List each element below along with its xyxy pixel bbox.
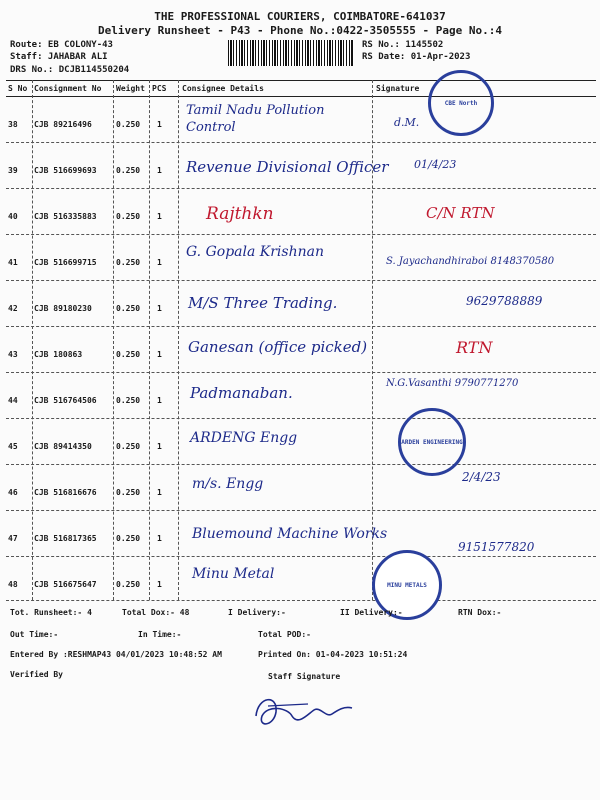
row-sno: 44 xyxy=(8,396,18,405)
printed-on: Printed On: 01-04-2023 10:51:24 xyxy=(258,650,408,659)
table-row xyxy=(6,190,596,236)
row-signature: C/N RTN xyxy=(426,204,495,222)
barcode xyxy=(228,40,354,66)
row-divider xyxy=(6,600,596,601)
row-pcs: 1 xyxy=(157,166,162,175)
row-signature: 9151577820 xyxy=(458,540,535,554)
row-divider xyxy=(6,464,596,465)
row-divider xyxy=(6,556,596,557)
table-row xyxy=(6,420,596,466)
row-signature: d.M. xyxy=(394,116,420,129)
row-divider xyxy=(6,372,596,373)
col-sno: S No xyxy=(8,84,28,93)
row-pcs: 1 xyxy=(157,120,162,129)
row-pcs: 1 xyxy=(157,534,162,543)
row-consignee: M/S Three Trading. xyxy=(188,294,338,312)
row-weight: 0.250 xyxy=(116,166,141,175)
row-consignee: m/s. Engg xyxy=(192,476,264,492)
row-weight: 0.250 xyxy=(116,120,141,129)
cbe-north-stamp: CBE North xyxy=(428,70,494,136)
row-consignment: CJB 516764506 xyxy=(34,396,97,405)
col-pcs: PCS xyxy=(152,84,167,93)
row-consignee: Minu Metal xyxy=(192,566,275,582)
row-divider xyxy=(6,142,596,143)
table-row xyxy=(6,236,596,282)
row-signature: 01/4/23 xyxy=(414,158,457,171)
row-weight: 0.250 xyxy=(116,488,141,497)
arden-stamp: ARDEN ENGINEERING xyxy=(398,408,466,476)
row-consignee: Bluemound Machine Works xyxy=(192,526,388,542)
rs-date: RS Date: 01-Apr-2023 xyxy=(362,52,471,62)
row-pcs: 1 xyxy=(157,258,162,267)
rs-number: RS No.: 1145502 xyxy=(362,40,444,50)
row-signature: 9629788889 xyxy=(466,294,543,308)
route-label: Route: EB COLONY-43 xyxy=(10,40,113,50)
row-consignment: CJB 89180230 xyxy=(34,304,92,313)
row-consignee: Ganesan (office picked) xyxy=(188,338,368,356)
row-consignment: CJB 516675647 xyxy=(34,580,97,589)
row-signature: N.G.Vasanthi 9790771270 xyxy=(386,378,519,389)
row-pcs: 1 xyxy=(157,442,162,451)
total-runsheet: Tot. Runsheet:- 4 xyxy=(10,608,92,617)
header-top-rule xyxy=(6,80,596,81)
row-consignment: CJB 89216496 xyxy=(34,120,92,129)
in-time: In Time:- xyxy=(138,630,182,639)
ii-delivery: II Delivery:- xyxy=(340,608,403,617)
row-sno: 40 xyxy=(8,212,18,221)
row-consignment: CJB 516816676 xyxy=(34,488,97,497)
row-divider xyxy=(6,326,596,327)
entered-by: Entered By :RESHMAP43 04/01/2023 10:48:52 AM xyxy=(10,650,222,659)
row-pcs: 1 xyxy=(157,350,162,359)
row-divider xyxy=(6,418,596,419)
i-delivery: I Delivery:- xyxy=(228,608,286,617)
row-sno: 47 xyxy=(8,534,18,543)
staff-label: Staff: JAHABAR ALI xyxy=(10,52,108,62)
table-row xyxy=(6,144,596,190)
row-divider xyxy=(6,280,596,281)
company-title: THE PROFESSIONAL COURIERS, COIMBATORE-641037 xyxy=(154,10,446,23)
row-consignee: G. Gopala Krishnan xyxy=(186,244,324,260)
total-pod: Total POD:- xyxy=(258,630,311,639)
row-divider xyxy=(6,188,596,189)
row-consignment: CJB 516699693 xyxy=(34,166,97,175)
row-sno: 46 xyxy=(8,488,18,497)
table-row xyxy=(6,558,596,604)
row-signature: S. Jayachandhiraboi 8148370580 xyxy=(386,256,555,267)
table-row xyxy=(6,98,596,144)
col-consignment: Consignment No xyxy=(34,84,102,93)
rtn-dox: RTN Dox:- xyxy=(458,608,502,617)
row-consignment: CJB 516817365 xyxy=(34,534,97,543)
row-consignment: CJB 180863 xyxy=(34,350,83,359)
total-dox: Total Dox:- 48 xyxy=(122,608,190,617)
row-divider xyxy=(6,234,596,235)
row-weight: 0.250 xyxy=(116,258,141,267)
minu-metals-stamp: MINU METALS xyxy=(372,550,442,620)
table-row xyxy=(6,282,596,328)
verified-by: Verified By xyxy=(10,670,63,679)
table-row xyxy=(6,512,596,558)
table-row xyxy=(6,466,596,512)
row-consignee: ARDENG Engg xyxy=(190,430,298,446)
runsheet-subtitle: Delivery Runsheet - P43 - Phone No.:0422-3505555 - Page No.:4 xyxy=(98,24,502,37)
row-sno: 45 xyxy=(8,442,18,451)
row-pcs: 1 xyxy=(157,580,162,589)
row-consignee: Revenue Divisional Officer xyxy=(186,158,389,176)
table-row xyxy=(6,374,596,420)
col-weight: Weight xyxy=(116,84,145,93)
row-consignment: CJB 516699715 xyxy=(34,258,97,267)
row-sno: 41 xyxy=(8,258,18,267)
staff-signature-label: Staff Signature xyxy=(268,672,341,681)
row-weight: 0.250 xyxy=(116,534,141,543)
row-pcs: 1 xyxy=(157,488,162,497)
drs-number: DRS No.: DCJB114550204 xyxy=(10,65,130,75)
row-consignee: Rajthkn xyxy=(206,204,274,224)
row-weight: 0.250 xyxy=(116,580,141,589)
row-consignee: Padmanaban. xyxy=(190,384,293,402)
row-consignee: Tamil Nadu Pollution Control xyxy=(186,103,325,135)
row-pcs: 1 xyxy=(157,212,162,221)
row-weight: 0.250 xyxy=(116,304,141,313)
row-sno: 43 xyxy=(8,350,18,359)
row-consignment: CJB 89414350 xyxy=(34,442,92,451)
row-consignment: CJB 516335883 xyxy=(34,212,97,221)
row-signature: RTN xyxy=(456,338,493,357)
row-weight: 0.250 xyxy=(116,442,141,451)
row-divider xyxy=(6,510,596,511)
row-pcs: 1 xyxy=(157,396,162,405)
row-sno: 42 xyxy=(8,304,18,313)
row-sno: 39 xyxy=(8,166,18,175)
out-time: Out Time:- xyxy=(10,630,59,639)
col-consignee: Consignee Details xyxy=(182,84,264,93)
row-sno: 48 xyxy=(8,580,18,589)
row-weight: 0.250 xyxy=(116,396,141,405)
row-weight: 0.250 xyxy=(116,350,141,359)
header-bottom-rule xyxy=(6,96,596,97)
table-row xyxy=(6,328,596,374)
staff-signature xyxy=(248,686,358,736)
row-signature: 2/4/23 xyxy=(462,470,501,484)
row-weight: 0.250 xyxy=(116,212,141,221)
col-signature: Signature xyxy=(376,84,420,93)
row-pcs: 1 xyxy=(157,304,162,313)
row-sno: 38 xyxy=(8,120,18,129)
